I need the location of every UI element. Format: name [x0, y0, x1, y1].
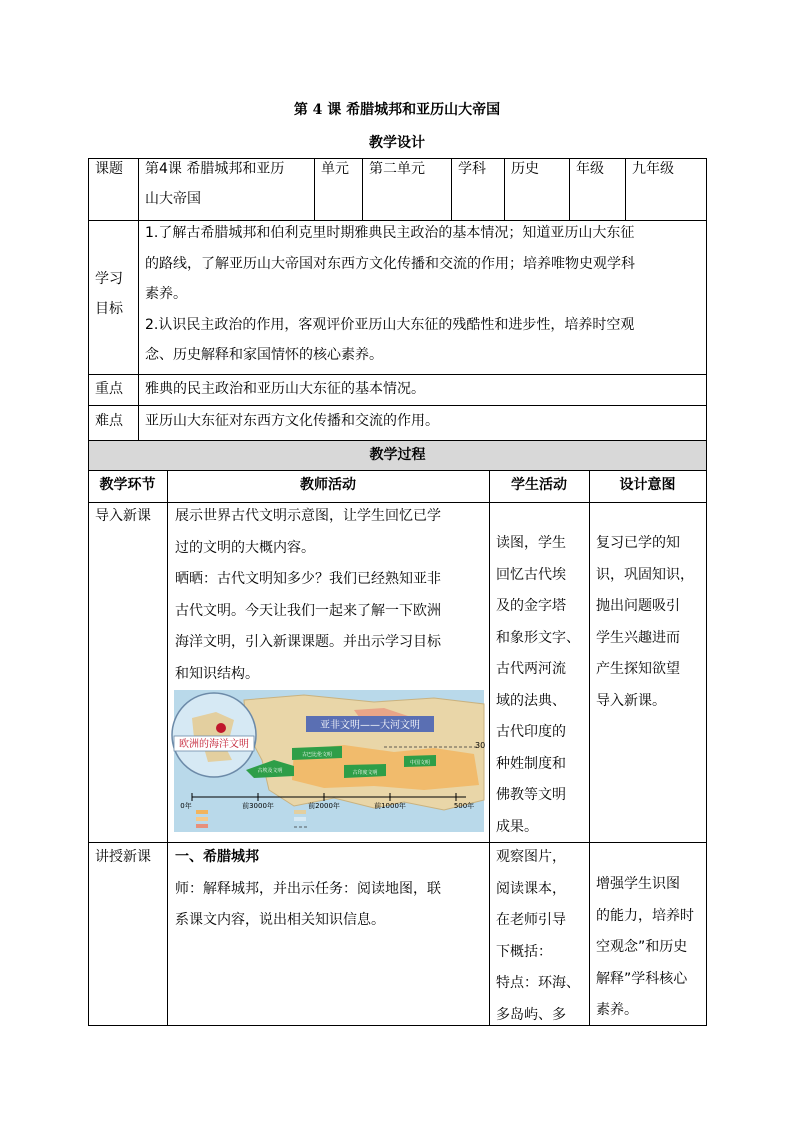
arrow-label: 中国文明: [409, 760, 431, 766]
column-header-teacher: 教师活动: [300, 477, 356, 493]
text-line: 增强学生识图: [596, 876, 680, 892]
asia-africa-label: 亚非文明——大河文明: [320, 720, 420, 731]
text-line: 和知识结构。: [175, 665, 259, 682]
column-header-stage: 教学环节: [99, 477, 156, 493]
topic-value-line: 第4课 希腊城邦和亚历: [145, 161, 285, 177]
table-rule: [489, 470, 490, 1026]
subject-label: 学科: [458, 161, 486, 177]
table-rule: [362, 158, 363, 220]
text-line: 学生兴趣进而: [596, 629, 680, 646]
objective-line: 2.认识民主政治的作用，客观评价亚历山大东征的残酷性和进步性，培养时空观: [145, 316, 635, 333]
objectives-label-line: 学习: [95, 271, 123, 287]
unit-label: 单元: [321, 161, 349, 177]
table-rule: [138, 158, 139, 220]
text-line: 抛出问题吸引: [596, 598, 680, 614]
column-header-intent: 设计意图: [619, 477, 676, 493]
text-line: 及的金字塔: [496, 598, 566, 614]
timeline-label: 0年: [180, 802, 192, 810]
table-rule: [88, 158, 89, 1026]
europe-label: 欧洲的海洋文明: [179, 739, 249, 750]
text-line: 和象形文字、: [496, 629, 580, 646]
key-point-label: 重点: [95, 381, 123, 397]
timeline-label: 前3000年: [242, 802, 274, 810]
text-line: 成果。: [496, 818, 538, 835]
ancient-civilizations-map: [174, 690, 484, 832]
text-line: 解释”学科核心: [596, 970, 688, 987]
intro-student-activity: [496, 528, 580, 843]
document-subtitle: 教学设计: [369, 135, 425, 151]
text-line: 域的法典、: [496, 692, 566, 709]
map-edge-number: 30: [475, 741, 486, 750]
text-line: 空观念”和历史: [596, 939, 688, 955]
objectives-label: [95, 264, 123, 324]
text-line: 展示世界古代文明示意图，让学生回忆已学: [175, 508, 441, 524]
objective-line: 的路线，了解亚历山大帝国对东西方文化传播和交流的作用；培养唯物史观学科: [145, 255, 635, 272]
arrow-label: 古巴比伦文明: [301, 752, 333, 758]
table-rule: [625, 158, 626, 220]
table-rule: [451, 158, 452, 220]
text-line: 读图，学生: [496, 535, 566, 551]
text-line: 佛教等文明: [496, 787, 566, 803]
objective-line: 念、历史解释和家国情怀的核心素养。: [145, 347, 383, 363]
text-line: 阅读课本，: [496, 880, 566, 897]
difficulty-label: 难点: [95, 413, 123, 429]
table-rule: [706, 158, 707, 1026]
table-rule: [569, 158, 570, 220]
section-heading: 一、希腊城邦: [175, 849, 259, 865]
text-line: 师：解释城邦，并出示任务：阅读地图，联: [175, 880, 441, 897]
column-header-student: 学生活动: [511, 477, 567, 493]
timeline-label: 前1000年: [374, 802, 406, 810]
text-line: 的能力，培养时: [596, 907, 694, 924]
text-line: 多岛屿、多: [496, 1006, 566, 1023]
topic-value: [145, 154, 284, 214]
lecture-design-intent: [596, 869, 694, 1027]
text-line: 观察图片，: [496, 849, 566, 865]
process-title: 教学过程: [369, 447, 426, 463]
subject-value: 历史: [511, 161, 539, 177]
unit-value: 第二单元: [369, 161, 425, 177]
grade-value: 九年级: [632, 161, 674, 177]
text-line: 导入新课。: [596, 692, 666, 709]
table-rule: [589, 470, 590, 1026]
objective-line: 1.了解古希腊城邦和伯利克里时期雅典民主政治的基本情况；知道亚历山大东征: [145, 225, 635, 241]
lecture-student-activity: [496, 842, 580, 1031]
table-rule: [504, 158, 505, 220]
difficulty-text: 亚历山大东征对东西方文化传播和交流的作用。: [145, 413, 439, 429]
lesson-title: 第 4 课 希腊城邦和亚历山大帝国: [293, 102, 501, 118]
table-rule: [138, 220, 139, 440]
text-line: 回忆古代埃: [496, 566, 566, 583]
map-graphic: [174, 690, 484, 832]
intro-teacher-activity: [175, 501, 441, 690]
text-line: 在老师引导: [496, 912, 566, 928]
timeline-label: 500年: [453, 802, 475, 810]
arrow-label: 古印度文明: [352, 770, 378, 776]
text-line: 素养。: [596, 1002, 638, 1018]
text-line: 古代两河流: [496, 661, 566, 677]
text-line: 晒晒：古代文明知多少？我们已经熟知亚非: [175, 571, 441, 587]
arrow-label: 古埃及文明: [257, 768, 283, 774]
text-line: 古代文明。今天让我们一起来了解一下欧洲: [175, 602, 441, 619]
table-rule: [167, 470, 168, 1026]
text-line: 产生探知欲望: [596, 661, 680, 677]
lecture-teacher-activity: [175, 842, 441, 937]
topic-label: 课题: [95, 161, 123, 177]
objectives-text: [145, 218, 635, 371]
text-line: 系课文内容，说出相关知识信息。: [175, 912, 385, 928]
objectives-label-line: 目标: [95, 301, 123, 317]
text-line: 下概括：: [496, 943, 552, 960]
objective-line: 素养。: [145, 286, 187, 302]
table-rule: [314, 158, 315, 220]
grade-label: 年级: [576, 161, 604, 177]
timeline-label: 前2000年: [308, 802, 340, 810]
lecture-stage: 讲授新课: [95, 849, 151, 865]
intro-design-intent: [596, 528, 694, 717]
text-line: 复习已学的知: [596, 535, 680, 551]
text-line: 识，巩固知识，: [596, 566, 694, 583]
text-line: 海洋文明，引入新课课题。并出示学习目标: [175, 634, 441, 650]
key-point-text: 雅典的民主政治和亚历山大东征的基本情况。: [145, 381, 425, 397]
text-line: 特点：环海、: [496, 975, 580, 991]
topic-value-line: 山大帝国: [145, 191, 201, 207]
text-line: 古代印度的: [496, 724, 566, 740]
text-line: 过的文明的大概内容。: [175, 539, 315, 556]
text-line: 种姓制度和: [496, 755, 566, 772]
intro-stage: 导入新课: [95, 508, 151, 524]
